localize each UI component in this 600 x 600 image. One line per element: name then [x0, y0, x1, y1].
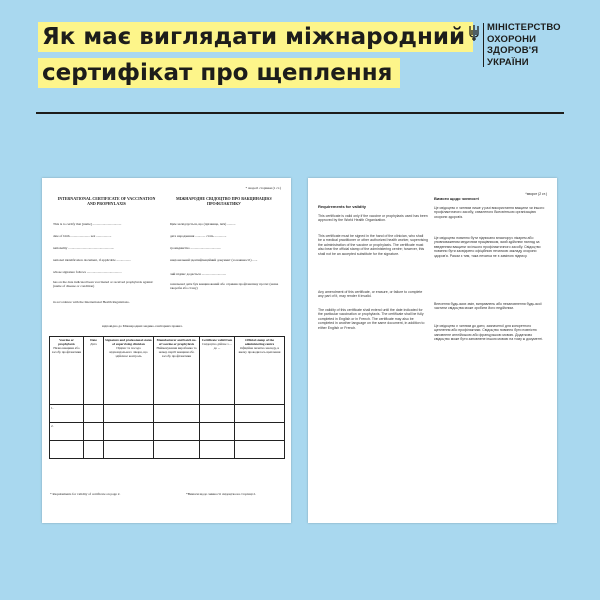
- paragraph-en-3: Any amendment of this certificate, or erasure, or failure to complete any part of it, may render it invalid.: [318, 290, 423, 299]
- field-nationality-ua: громадянство ....................................: [170, 246, 222, 250]
- col-valid-from: Certificate valid from Свідоцтво дійсне з ... до ...: [200, 337, 235, 405]
- heading-en: Requirements for validity: [318, 204, 367, 209]
- field-dob-en: date of birth ....................... sex ..................: [53, 234, 112, 238]
- row-number: 2.: [50, 423, 84, 441]
- col-date: Date Дата: [84, 337, 104, 405]
- ministry-line-4: УКРАЇНИ: [487, 56, 529, 68]
- ministry-line-1: МІНІСТЕРСТВО: [487, 22, 561, 33]
- field-ihr-en: in accordance with the International Health Regulations.: [53, 300, 130, 304]
- header-divider: [36, 112, 564, 114]
- heading-en: INTERNATIONAL CERTIFICATE OF VACCINATION AND PROPHYLAXIS: [57, 196, 156, 206]
- col-manufacturer: Manufacturer and batch no. of vaccine or prophylaxis Найменування виробника та номер партії вакцини або засобу профілактики: [154, 337, 200, 405]
- heading-ua: Вимоги щодо чинності: [434, 196, 480, 201]
- field-id-ua: національний ідентифікаційний документ (за наявності) ......: [170, 258, 258, 262]
- ministry-name: [487, 22, 561, 68]
- paragraph-ua-2: Це свідоцтво повинно бути підписано власноруч лікарем або уповноваженим медичним працівником, який здійснює нагляд за введенням вакцини чи іншого профілактичного засобу. Свідоцтво повинно бути засвідчено офіційною печаткою закладу охорони здоров'я. Разом з тим, така печатка не є заміною підпису.: [434, 236, 541, 258]
- paragraph-en-2: This certificate must be signed in the hand of the clinician, who shall be a medical practitioner or other authorized health worker, supervising the administration of the vaccine or prophylaxis. The certificate must also bear the official stamp of the administering centre; however, this shall not be an accepted substitute for the signature.: [318, 234, 428, 256]
- paragraph-ua-4: Це свідоцтво є чинним до дати, зазначеної для конкретного щеплення або профілактики. Свідоцтво повинно бути повністю заповнене англійською або французькою мовою. Додатково свідоцтво може бути заповнене іншою мовою на тому ж документі.: [434, 324, 544, 342]
- trident-icon: [468, 24, 480, 42]
- col-signature: Signature and professional status of supervising clinician Підпис та посада відповідального лікаря, що здійснює контроль: [104, 337, 154, 405]
- field-nationality-en: nationality ......................................................: [53, 246, 115, 250]
- footer-note-ua: *Вимоги щодо чинності свідоцтва на сторінці 2.: [186, 492, 256, 496]
- ministry-line-2: ОХОРОНИ: [487, 33, 537, 45]
- field-signature-en: whose signature follows .........................................: [53, 270, 122, 274]
- vaccination-table: [49, 336, 285, 459]
- col-vaccine: Vaccine or prophylaxis Назва вакцини або засобу профілактики: [50, 337, 84, 405]
- footer-note-en: * Requirements for validity of certificate on page 2.: [50, 492, 121, 496]
- table-row: [50, 441, 285, 459]
- field-disease-ua: зазначеної дати був вакцинований або отримав профілактику проти: (назва хвороби або стану): [170, 282, 279, 290]
- field-signature-ua: чий підпис додається .............................: [170, 272, 227, 276]
- table-row: [50, 405, 285, 423]
- field-name-ua: Цим засвідчується, що (прізвище, ім'я) ..........: [170, 222, 236, 226]
- corner-note: *зворот (2 ст.): [525, 192, 547, 196]
- table-row: [50, 423, 285, 441]
- field-name-en: This is to certify that [name] ..................................: [53, 222, 122, 226]
- ministry-logo: [468, 22, 564, 82]
- field-id-en: national identification document, if applicable .................: [53, 258, 131, 262]
- field-disease-en: has on the date indicated been vaccinated or received prophylaxis against: (name of disease or condition): [53, 280, 154, 288]
- title-line-2: сертифікат про щеплення: [38, 58, 400, 88]
- paragraph-en-1: This certificate is valid only if the vaccine or prophylaxis used has been approved by the World Health Organization.: [318, 214, 428, 223]
- ministry-line-3: ЗДОРОВ'Я: [487, 45, 539, 56]
- certificate-front-page: [42, 178, 291, 523]
- title-line-1: Як має виглядати міжнародний: [38, 22, 473, 52]
- corner-note: * звороті сторінки (1 ст.): [245, 186, 281, 190]
- paragraph-ua-1: Це свідоцтво є чинним лише у разі використання вакцини чи іншого профілактичного засобу, схваленого Всесвітньою організацією охорони здоров'я.: [434, 206, 545, 219]
- field-ihr-ua: відповідно до Міжнародних медико-санітарних правил.: [102, 324, 183, 328]
- row-number: 1.: [50, 405, 84, 423]
- col-stamp: Official stamp of the administering centre Офіційна печатка закладу, в якому проводилось щеплення: [235, 337, 285, 405]
- field-dob-ua: дата народження ............ стать ..............: [170, 234, 227, 238]
- heading-ua: МІЖНАРОДНЕ СВІДОЦТВО ПРО ВАКЦИНАЦІЮ/ПРОФІЛАКТИКУ: [175, 196, 273, 206]
- paragraph-en-4: The validity of this certificate shall extend until the date indicated for the particular vaccination or prophylaxis. The certificate shall be fully completed in English or in French. The certificate may also be completed in another language on the same document, in addition to either English or French.: [318, 308, 425, 330]
- certificate-back-page: [308, 178, 557, 523]
- paragraph-ua-3: Внесення будь-яких змін, виправлень або незаповнення будь-якої частини свідоцтва може зробити його недійсним.: [434, 302, 542, 311]
